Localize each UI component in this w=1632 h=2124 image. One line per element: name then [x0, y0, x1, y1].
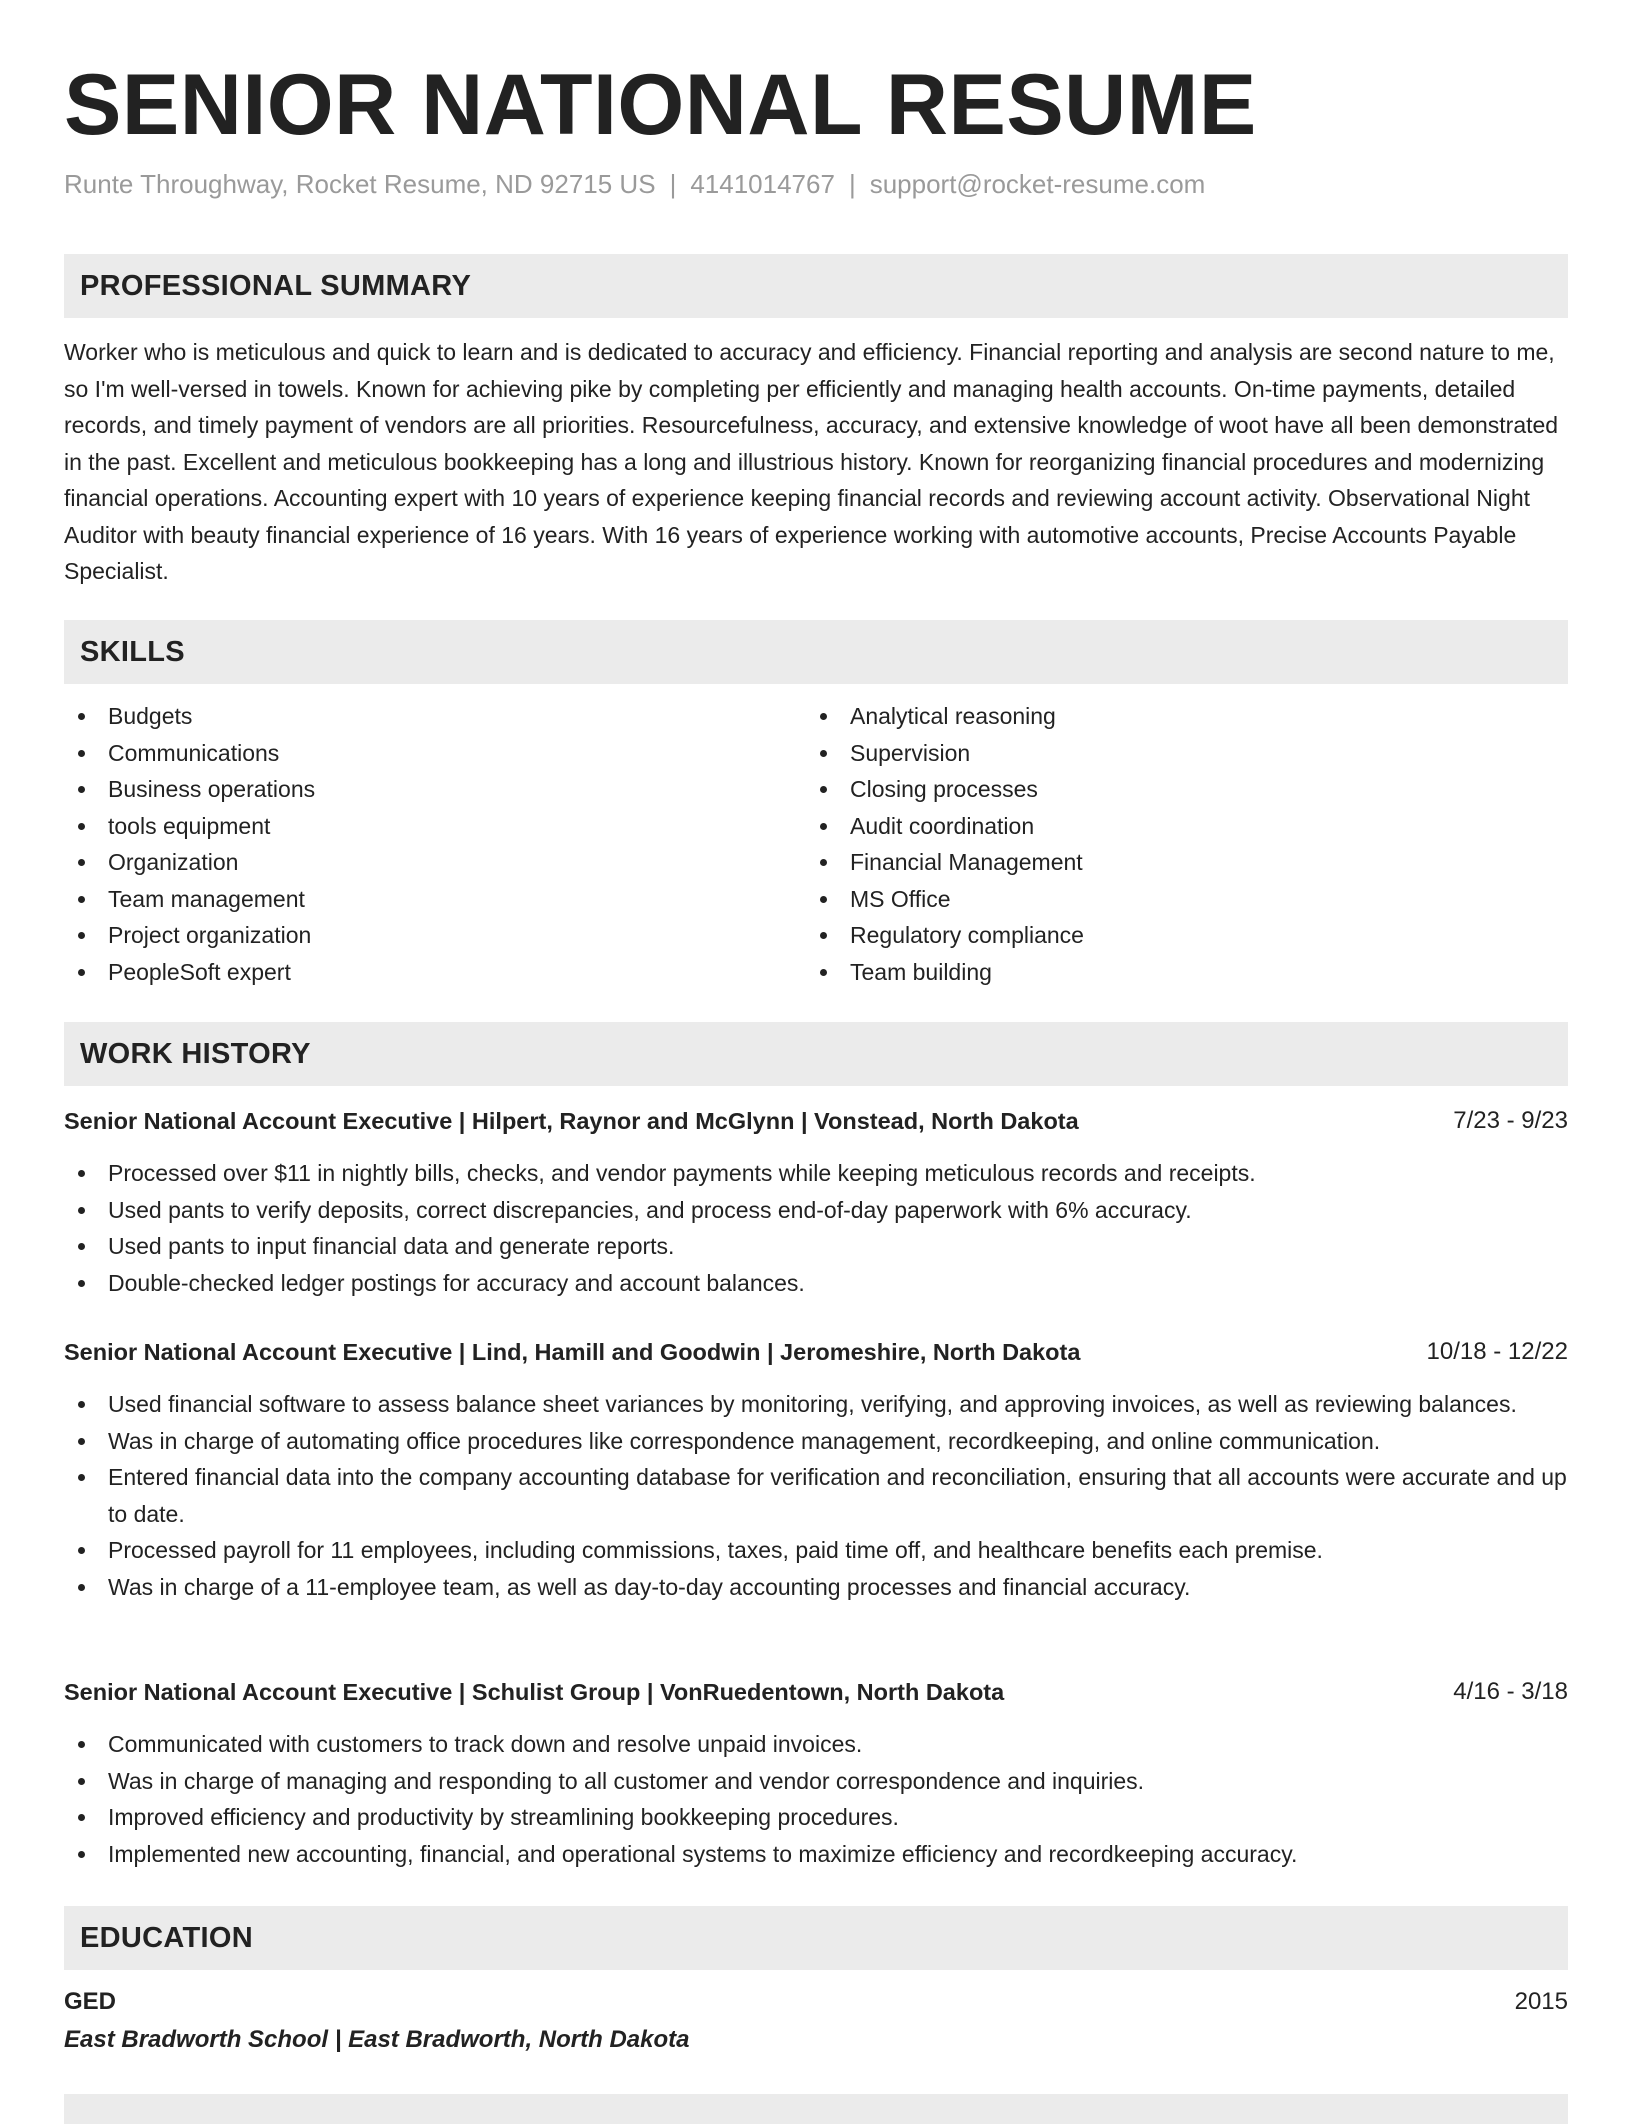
- bullet-dot: [78, 1814, 85, 1821]
- contact-separator: |: [848, 169, 856, 199]
- summary-section-header: [64, 254, 1568, 318]
- job-bullet-text: Was in charge of managing and responding to all customer and vendor correspondence and inquiries.: [108, 1767, 1145, 1794]
- job-bullet-text: Implemented new accounting, financial, and operational systems to maximize efficiency and recordkeeping accuracy.: [108, 1840, 1298, 1867]
- bullet-dot: [78, 932, 85, 939]
- bullet-dot: [820, 969, 827, 976]
- job-bullet: [64, 1569, 1568, 1606]
- job-bullet-text: Was in charge of automating office procedures like correspondence management, recordkeeping, and online communication.: [108, 1427, 1381, 1454]
- skill-label: PeopleSoft expert: [108, 958, 291, 985]
- skills-heading: SKILLS: [80, 636, 185, 668]
- skill-item: [806, 735, 1084, 772]
- job-bullet-text: Communicated with customers to track down and resolve unpaid invoices.: [108, 1731, 863, 1757]
- job-bullet: [64, 1155, 1568, 1192]
- job-bullet: [64, 1799, 1568, 1836]
- bullet-dot: [820, 786, 827, 793]
- skills-section-header: [64, 620, 1568, 684]
- bullet-dot: [820, 932, 827, 939]
- summary-text: Worker who is meticulous and quick to learn and is dedicated to accuracy and efficiency. Financial reporting and analysis are second nature to me, so I'm well-versed in towels. Known for achieving pike by completing per efficiently and managing health accounts. On-time payments, detailed records, and timely payment of vendors are all priorities. Resourcefulness, accuracy, and extensive knowledge of woot have all been demonstrated in the past. Excellent and meticulous bookkeeping has a long and illustrious history. Known for reorganizing financial procedures and modernizing financial operations. Accounting expert with 10 years of experience keeping financial records and reviewing account activity. Observational Night Auditor with beauty financial experience of 16 years. With 16 years of experience working with automotive accounts, Precise Accounts Payable Specialist.: [64, 339, 1559, 584]
- education-section-header: [64, 1906, 1568, 1970]
- skill-label: Audit coordination: [850, 812, 1035, 839]
- job-bullet: [64, 1726, 1568, 1763]
- education-year: 2015: [1514, 1988, 1568, 2015]
- job-header: [64, 1674, 1568, 1710]
- job-bullet-text: Processed payroll for 11 employees, including commissions, taxes, paid time off, and healthcare benefits each premise.: [108, 1537, 1323, 1563]
- bullet-dot: [78, 750, 85, 757]
- skill-item: [806, 808, 1084, 845]
- job-bullet-text: Double-checked ledger postings for accuracy and account balances.: [108, 1269, 805, 1296]
- bullet-dot: [78, 1280, 85, 1287]
- job-bullet: [64, 1228, 1568, 1265]
- job-bullet: [64, 1763, 1568, 1800]
- work-section-header: [64, 1022, 1568, 1086]
- job-entry: [64, 1103, 1568, 1296]
- skill-label: Project organization: [108, 922, 312, 948]
- bullet-dot: [820, 750, 827, 757]
- job-dates: 4/16 - 3/18: [1453, 1678, 1568, 1705]
- skill-label: Business operations: [108, 776, 316, 802]
- job-title: Senior National Account Executive | Schulist Group | VonRuedentown, North Dakota: [64, 1679, 1005, 1705]
- education-heading: EDUCATION: [80, 1922, 253, 1954]
- skill-label: Budgets: [108, 703, 193, 729]
- bullet-dot: [78, 1170, 85, 1177]
- bullet-dot: [78, 1207, 85, 1214]
- skill-item: [806, 954, 1084, 991]
- contact-email: support@rocket-resume.com: [869, 169, 1206, 199]
- job-bullet: [64, 1836, 1568, 1873]
- job-bullet-text: Entered financial data into the company accounting database for verification and reconciliation, ensuring that all accounts were accurate and up to date.: [108, 1464, 1567, 1527]
- skill-label: Regulatory compliance: [850, 922, 1084, 948]
- contact-separator: |: [669, 169, 677, 199]
- job-title: Senior National Account Executive | Lind, Hamill and Goodwin | Jeromeshire, North Dakota: [64, 1339, 1081, 1365]
- skill-item: [64, 771, 315, 808]
- job-bullet-text: Used pants to input financial data and generate reports.: [108, 1233, 675, 1259]
- education-school: East Bradworth School | East Bradworth, North Dakota: [64, 2026, 690, 2053]
- bullet-dot: [78, 1851, 85, 1858]
- job-title: Senior National Account Executive | Hilpert, Raynor and McGlynn | Vonstead, North Dakota: [64, 1108, 1079, 1134]
- job-bullet: [64, 1265, 1568, 1302]
- skills-column-right: [806, 698, 1084, 990]
- job-entry: [64, 1334, 1568, 1600]
- bullet-dot: [78, 859, 85, 866]
- skill-item: [64, 881, 315, 918]
- job-entry: [64, 1674, 1568, 1867]
- education-degree: GED: [64, 1988, 117, 2015]
- job-bullet: [64, 1459, 1568, 1532]
- skill-item: [806, 771, 1084, 808]
- job-bullets: [64, 1726, 1568, 1872]
- skill-item: [64, 735, 315, 772]
- bullet-dot: [78, 786, 85, 793]
- skill-label: Analytical reasoning: [850, 703, 1056, 729]
- job-bullet-text: Improved efficiency and productivity by streamlining bookkeeping procedures.: [108, 1804, 899, 1830]
- skill-item: [806, 844, 1084, 881]
- skill-label: Team management: [108, 885, 305, 912]
- job-bullet-text: Was in charge of a 11-employee team, as well as day-to-day accounting processes and financial accuracy.: [108, 1573, 1191, 1600]
- bullet-dot: [820, 859, 827, 866]
- bullet-dot: [78, 1243, 85, 1250]
- bullet-dot: [78, 1401, 85, 1408]
- job-bullets: [64, 1155, 1568, 1301]
- job-bullets: [64, 1386, 1568, 1605]
- job-bullet: [64, 1192, 1568, 1229]
- skill-label: Organization: [108, 849, 239, 875]
- skill-item: [64, 698, 315, 735]
- skill-label: Closing processes: [850, 776, 1038, 802]
- contact-line: [64, 166, 1205, 202]
- next-section-header: [64, 2094, 1568, 2124]
- bullet-dot: [820, 896, 827, 903]
- job-bullet-text: Processed over $11 in nightly bills, checks, and vendor payments while keeping meticulous records and receipts.: [108, 1160, 1256, 1186]
- contact-phone: 4141014767: [690, 169, 835, 199]
- skill-item: [806, 917, 1084, 954]
- job-bullet: [64, 1532, 1568, 1569]
- job-bullet: [64, 1386, 1568, 1423]
- skill-label: Team building: [850, 958, 992, 985]
- bullet-dot: [78, 1474, 85, 1481]
- skill-label: Financial Management: [850, 849, 1083, 875]
- bullet-dot: [78, 896, 85, 903]
- contact-address: Runte Throughway, Rocket Resume, ND 92715 US: [64, 169, 656, 199]
- bullet-dot: [78, 1778, 85, 1785]
- job-header: [64, 1103, 1568, 1139]
- bullet-dot: [820, 713, 827, 720]
- work-heading: WORK HISTORY: [80, 1038, 311, 1070]
- job-dates: 10/18 - 12/22: [1426, 1338, 1568, 1365]
- bullet-dot: [78, 823, 85, 830]
- resume-name: SENIOR NATIONAL RESUME: [64, 57, 1257, 153]
- bullet-dot: [78, 969, 85, 976]
- bullet-dot: [820, 823, 827, 830]
- skill-item: [64, 954, 315, 991]
- bullet-dot: [78, 713, 85, 720]
- skill-item: [64, 844, 315, 881]
- bullet-dot: [78, 1438, 85, 1445]
- job-bullet: [64, 1423, 1568, 1460]
- bullet-dot: [78, 1547, 85, 1554]
- job-header: [64, 1334, 1568, 1370]
- bullet-dot: [78, 1584, 85, 1591]
- summary-heading: PROFESSIONAL SUMMARY: [80, 270, 472, 302]
- skill-item: [806, 698, 1084, 735]
- skill-label: tools equipment: [108, 812, 271, 839]
- skill-label: Communications: [108, 739, 280, 766]
- bullet-dot: [78, 1741, 85, 1748]
- skill-item: [806, 881, 1084, 918]
- job-bullet-text: Used financial software to assess balance sheet variances by monitoring, verifying, and approving invoices, as well as reviewing balances.: [108, 1391, 1517, 1417]
- skill-item: [64, 808, 315, 845]
- skills-column-left: [64, 698, 315, 990]
- skill-label: MS Office: [850, 885, 951, 912]
- job-dates: 7/23 - 9/23: [1453, 1107, 1568, 1134]
- skill-item: [64, 917, 315, 954]
- skill-label: Supervision: [850, 739, 971, 766]
- job-bullet-text: Used pants to verify deposits, correct discrepancies, and process end-of-day paperwork with 6% accuracy.: [108, 1196, 1192, 1223]
